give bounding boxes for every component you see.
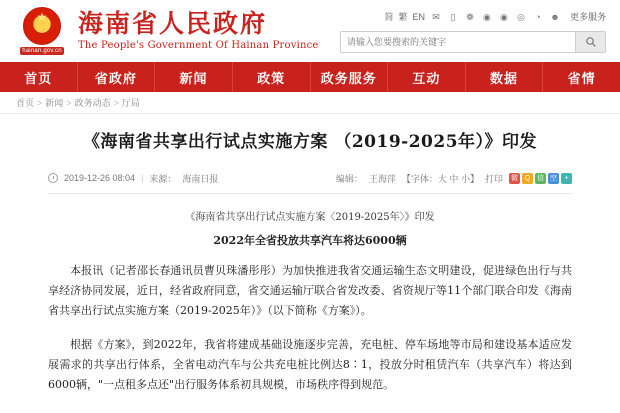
publish-date: 2019-12-26 08:04: [64, 173, 136, 183]
more-share-icon[interactable]: +: [561, 173, 572, 184]
nav-item-government[interactable]: 省政府: [78, 62, 156, 92]
source-value: 海南日报: [182, 173, 219, 184]
breadcrumb-separator: >: [66, 97, 72, 108]
meta-divider: |: [141, 173, 144, 183]
editor-value: 王海萍: [368, 173, 396, 184]
lang-english-link[interactable]: EN: [412, 11, 425, 22]
article-highlight: 2022年全省投放共享汽车将达6000辆: [213, 233, 407, 247]
breadcrumb-item-news[interactable]: 新闻: [45, 98, 64, 108]
qq-share-icon[interactable]: Q: [522, 173, 533, 184]
page-title: 《海南省共享出行试点实施方案 （2019-2025年）》印发: [82, 132, 538, 152]
article-body: [0, 114, 620, 396]
nav-item-interaction[interactable]: 互动: [388, 62, 466, 92]
article-subtitle: 《海南省共享出行试点实施方案〈2019-2025年〉》印发: [185, 211, 435, 223]
header-right: [340, 9, 610, 53]
breadcrumb-item-department[interactable]: 厅局: [121, 98, 140, 108]
wechat-share-icon[interactable]: 信: [537, 174, 544, 182]
font-size-medium[interactable]: 中: [449, 173, 459, 184]
article-meta-right: [336, 172, 572, 185]
site-emblem: [14, 7, 70, 55]
search-input[interactable]: [341, 32, 575, 52]
search-icon: [585, 36, 597, 48]
nav-item-services[interactable]: 政务服务: [311, 62, 389, 92]
lang-traditional-link[interactable]: 繁: [398, 12, 408, 22]
article-meta: [48, 172, 572, 194]
qzone-share-icon[interactable]: 空: [550, 174, 557, 182]
breadcrumb: [0, 92, 620, 114]
national-emblem-icon: [23, 7, 61, 45]
article-paragraph: 本报讯（记者邵长春通讯员曹贝珠潘彤彤）为加快推进我省交通运输生态文明建设，促进绿色出行与共享经济协同发展，近日，经省政府同意，省交通运输厅联合省发改委、省资规厅等11个部门联合印发《海南省共享出行试点实施方案（2019-2025年）》（以下简称《方案》）。: [48, 263, 572, 318]
site-header: [0, 0, 620, 62]
nav-item-policy[interactable]: 政策: [233, 62, 311, 92]
article-paragraph: 根据《方案》，到2022年，我省将建成基础设施逐步完善，充电桩、停车场地等市局和建设基本适应发展需求的共享出行体系，全省电动汽车与公共充电桩比例达8∶1，投放分时租赁汽车（共享汽车）将达到6000辆，"一点租多点还"出行服务体系初具规模，市场秩序得到规范。: [48, 337, 572, 392]
nav-item-data[interactable]: 数据: [466, 62, 544, 92]
font-size-large[interactable]: 大: [437, 173, 447, 184]
breadcrumb-item-govnews[interactable]: 政务动态: [74, 98, 111, 108]
header-toolbar: [340, 9, 606, 25]
font-size-control: [402, 172, 479, 185]
share-icons: [509, 173, 572, 184]
site-domain-label: hainan.gov.cn: [22, 47, 62, 54]
print-button[interactable]: 打印: [484, 173, 503, 184]
editor-label: 编辑：: [335, 173, 363, 184]
nav-item-province[interactable]: 省情: [567, 70, 596, 86]
clock-icon[interactable]: ◔: [535, 11, 541, 22]
site-title-block: [78, 10, 319, 52]
clock-icon: [48, 173, 58, 183]
more-service-link[interactable]: 更多服务: [569, 12, 606, 22]
weibo-share-icon[interactable]: 微: [511, 174, 518, 182]
source-label: 来源：: [149, 173, 177, 184]
nav-item-news[interactable]: 新闻: [155, 62, 233, 92]
search-bar[interactable]: [340, 31, 606, 53]
search-button[interactable]: [575, 32, 605, 52]
nav-item-home[interactable]: 首页: [0, 62, 78, 92]
font-size-close: 】: [469, 173, 479, 184]
wechat-icon[interactable]: ❁: [466, 11, 474, 22]
site-title-en: The People's Government Of Hainan Province: [78, 40, 319, 52]
lang-simplified-link[interactable]: 简: [384, 12, 394, 22]
eye-icon[interactable]: ◉: [500, 11, 508, 22]
breadcrumb-separator: >: [113, 97, 119, 108]
site-title-cn: 海南省人民政府: [78, 8, 268, 38]
font-size-small[interactable]: 小: [460, 173, 470, 184]
mail-icon[interactable]: ✉: [432, 11, 440, 22]
main-nav: [0, 62, 620, 92]
mobile-icon[interactable]: ▯: [450, 11, 456, 22]
headset-icon[interactable]: ◎: [517, 11, 525, 22]
person-icon[interactable]: ☻: [550, 11, 560, 22]
weibo-icon[interactable]: ◉: [483, 11, 491, 22]
font-size-label: 【字体：: [401, 173, 438, 184]
breadcrumb-separator: >: [37, 97, 43, 108]
breadcrumb-item-home[interactable]: 首页: [16, 98, 35, 108]
